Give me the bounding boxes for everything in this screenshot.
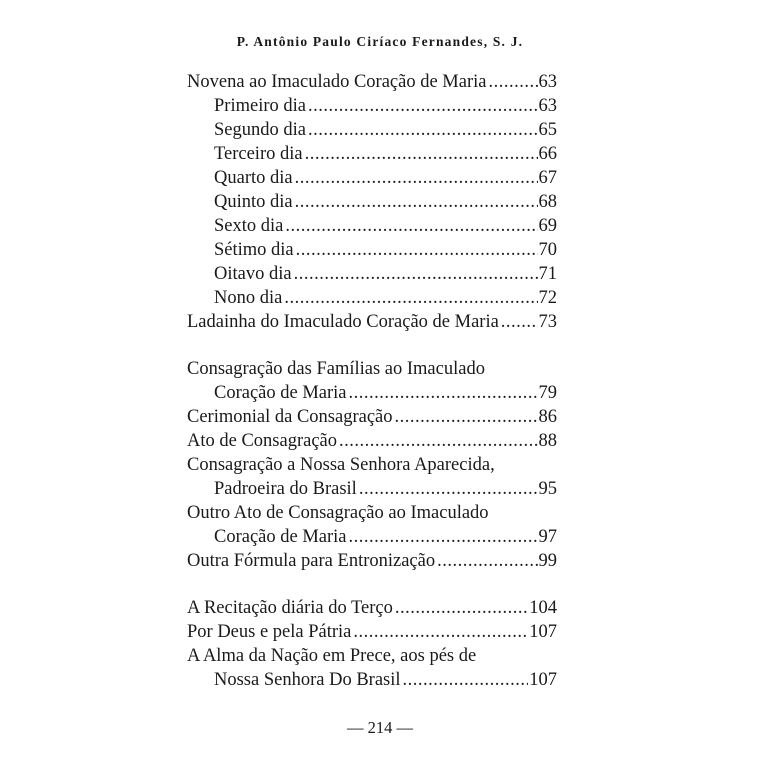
toc-entry-page: 88	[538, 431, 557, 451]
toc-section	[187, 357, 557, 573]
toc-entry	[187, 262, 557, 286]
toc-entry-page: 69	[538, 216, 557, 236]
toc-entry-title: Outra Fórmula para Entronização	[187, 551, 436, 571]
dot-leader	[308, 118, 538, 142]
toc-entry-page: 99	[538, 551, 557, 571]
toc-entry	[187, 70, 557, 94]
dot-leader	[294, 262, 538, 286]
toc-entry-page: 63	[538, 72, 557, 92]
dot-leader	[488, 70, 537, 94]
toc-entry-title: A Recitação diária do Terço	[187, 598, 393, 618]
toc-entry-page: 72	[538, 288, 557, 308]
toc-entry	[187, 644, 557, 668]
toc-entry-page: 107	[529, 670, 557, 690]
dot-leader	[437, 549, 537, 573]
toc-entry-page: 66	[538, 144, 557, 164]
toc-entry-title: Consagração das Famílias ao Imaculado	[187, 359, 485, 379]
dot-leader	[295, 166, 538, 190]
toc-entry	[187, 357, 557, 381]
toc-entry-title: Consagração a Nossa Senhora Aparecida,	[187, 455, 495, 475]
dot-leader	[284, 286, 537, 310]
dot-leader	[339, 429, 537, 453]
toc-entry	[187, 286, 557, 310]
toc-entry-page: 104	[529, 598, 557, 618]
dot-leader	[501, 310, 538, 334]
dot-leader	[305, 142, 538, 166]
toc-entry-page: 71	[538, 264, 557, 284]
toc-entry	[187, 525, 557, 549]
toc-entry-page: 86	[538, 407, 557, 427]
toc-entry	[187, 453, 557, 477]
dot-leader	[403, 668, 529, 692]
toc-entry	[187, 596, 557, 620]
toc-entry	[187, 310, 557, 334]
dot-leader	[308, 94, 538, 118]
dot-leader	[395, 596, 528, 620]
toc-entry-page: 73	[538, 312, 557, 332]
toc-entry-title: Nono dia	[214, 288, 283, 308]
toc-entry	[187, 214, 557, 238]
table-of-contents	[187, 70, 557, 692]
toc-entry-page: 97	[538, 527, 557, 547]
toc-entry	[187, 94, 557, 118]
toc-entry-page: 70	[538, 240, 557, 260]
running-header: P. Antônio Paulo Ciríaco Fernandes, S. J.	[236, 34, 524, 49]
dot-leader	[349, 381, 538, 405]
toc-entry	[187, 190, 557, 214]
toc-entry	[187, 381, 557, 405]
dot-leader	[349, 525, 538, 549]
toc-entry-title: Oitavo dia	[214, 264, 292, 284]
toc-entry-page: 107	[529, 622, 557, 642]
toc-entry-title: Outro Ato de Consagração ao Imaculado	[187, 503, 489, 523]
toc-entry-title: Novena ao Imaculado Coração de Maria	[187, 72, 487, 92]
toc-entry	[187, 405, 557, 429]
toc-entry	[187, 668, 557, 692]
toc-section	[187, 70, 557, 334]
toc-entry	[187, 477, 557, 501]
dot-leader	[395, 405, 538, 429]
toc-entry-page: 65	[538, 120, 557, 140]
toc-entry	[187, 142, 557, 166]
toc-entry-page: 95	[538, 479, 557, 499]
toc-entry-title: Segundo dia	[214, 120, 306, 140]
toc-entry	[187, 620, 557, 644]
toc-entry-title: Quinto dia	[214, 192, 293, 212]
toc-entry-title: Ato de Consagração	[187, 431, 338, 451]
toc-entry-title: Coração de Maria	[214, 383, 347, 403]
dot-leader	[295, 190, 538, 214]
toc-entry-page: 68	[538, 192, 557, 212]
toc-entry-title: Padroeira do Brasil	[214, 479, 357, 499]
toc-entry-title: Sétimo dia	[214, 240, 294, 260]
toc-entry	[187, 118, 557, 142]
toc-entry	[187, 166, 557, 190]
toc-entry-title: Ladainha do Imaculado Coração de Maria	[187, 312, 499, 332]
page-number: — 214 —	[347, 718, 413, 737]
toc-section	[187, 596, 557, 692]
toc-entry-title: Cerimonial da Consagração	[187, 407, 393, 427]
toc-entry	[187, 501, 557, 525]
toc-entry-title: Primeiro dia	[214, 96, 306, 116]
toc-entry-page: 67	[538, 168, 557, 188]
toc-entry-page: 79	[538, 383, 557, 403]
toc-entry-title: Terceiro dia	[214, 144, 303, 164]
toc-entry-title: Coração de Maria	[214, 527, 347, 547]
toc-entry-title: Por Deus e pela Pátria	[187, 622, 352, 642]
toc-entry-page: 63	[538, 96, 557, 116]
toc-entry	[187, 238, 557, 262]
dot-leader	[353, 620, 528, 644]
toc-entry-title: Sexto dia	[214, 216, 284, 236]
dot-leader	[285, 214, 537, 238]
toc-entry-title: A Alma da Nação em Prece, aos pés de	[187, 646, 477, 666]
toc-entry-title: Quarto dia	[214, 168, 293, 188]
dot-leader	[296, 238, 538, 262]
toc-entry-title: Nossa Senhora Do Brasil	[214, 670, 401, 690]
dot-leader	[359, 477, 538, 501]
toc-entry	[187, 549, 557, 573]
toc-entry	[187, 429, 557, 453]
